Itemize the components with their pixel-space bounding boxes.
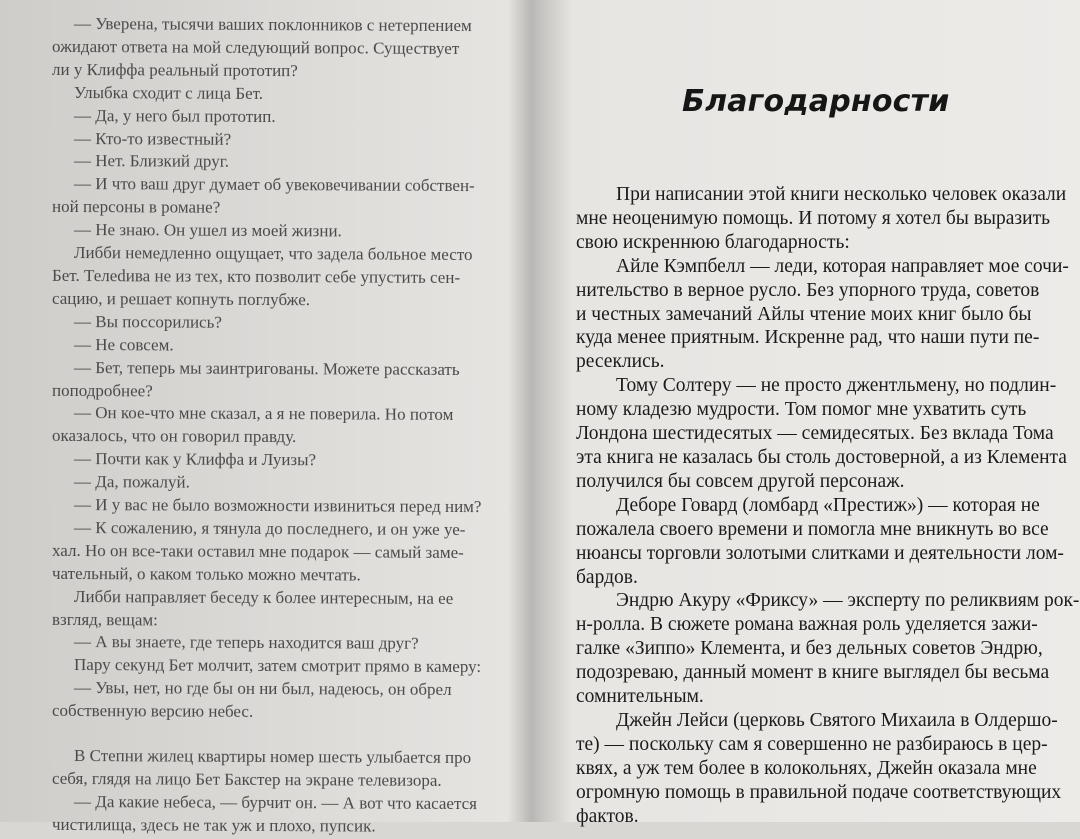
text-line: сацию, и решает копнуть поглубже. — [52, 288, 310, 310]
text-line: — Уверена, тысячи ваших поклонников с нетерпением — [74, 13, 472, 36]
text-line: свою искреннюю благодарность: — [576, 231, 850, 253]
text-line: — Он кое-что мне сказал, а я не поверила. Но потом — [74, 403, 454, 425]
text-line: — И у вас не было возможности извиниться перед ним? — [74, 495, 482, 517]
text-line: — А вы знаете, где теперь находится ваш друг? — [74, 632, 419, 654]
text-line: Тому Солтеру — не просто джентльмену, но подлин- — [616, 375, 1057, 397]
section-break — [52, 723, 472, 747]
text-line: квях, а уж тем более в колокольнях, Джейн оказала мне — [576, 757, 1037, 779]
text-line: нительство в верное русло. Без упорного труда, советов — [576, 279, 1040, 301]
text-line: ожидают ответа на мой следующий вопрос. Существует — [52, 36, 460, 58]
text-line: куда менее приятным. Искренне рад, что наши пути пе- — [576, 327, 1040, 349]
text-line: Улыбка сходит с лица Бет. — [74, 82, 264, 103]
text-line: В Степни жилец квартиры номер шесть улыбается про — [74, 746, 472, 768]
text-line: ной персоны в романе? — [52, 197, 221, 218]
text-line: мне неоценимую помощь. И потому я хотел бы выразить — [576, 207, 1050, 229]
text-line: Бет. Телеdива не из тех, кто позволит себе упустить сен- — [52, 265, 461, 287]
text-line: Либби немедленно ощущает, что задела больное место — [74, 243, 473, 265]
text-line: Деборе Говард (ломбард «Престиж») — которая не — [616, 494, 1040, 516]
text-line: н-ролла. В сюжете романа важная роль уделяется зажи- — [576, 614, 1038, 636]
text-line: эта книга не казалась бы столь достоверной, а из Клемента — [576, 446, 1067, 468]
text-line: поподробнее? — [52, 380, 153, 400]
text-line: При написании этой книги несколько человек оказали — [616, 184, 1067, 205]
text-line: хал. Но он все-таки оставил мне подарок — самый заме- — [52, 540, 464, 562]
text-line: — Кто-то известный? — [74, 128, 232, 149]
right-page-text — [576, 183, 1080, 828]
text-line: — Увы, нет, но где бы он ни был, надеюсь, он обрел — [74, 678, 452, 700]
text-line: Эндрю Акуру «Фриксу» — эксперту по реликвиям рок- — [616, 590, 1080, 612]
text-line: чательный, о каком только можно мечтать. — [52, 563, 361, 585]
text-line: галке «Зиппо» Клемента, и без дельных советов Эндрю, — [576, 638, 1043, 660]
text-line: — Да, у него был прототип. — [74, 105, 276, 126]
text-line: ресеклись. — [576, 351, 665, 373]
text-line: — Почти как у Клиффа и Луизы? — [74, 449, 317, 470]
text-line: собственную версию небес. — [52, 701, 254, 722]
text-line: получился бы совсем другой персонаж. — [576, 470, 905, 492]
text-line: взгляд, вещам: — [52, 609, 158, 630]
text-line: — Вы поссорились? — [74, 311, 222, 332]
text-line: Либби направляет беседу к более интересным, на ее — [74, 586, 454, 608]
text-line: ли у Клиффа реальный прототип? — [52, 59, 298, 80]
text-line: пожалела своего времени и помогла мне вникнуть во все — [576, 518, 1049, 540]
text-line: — И что ваш друг думает об увековечивании собствен- — [74, 174, 475, 196]
text-line: — Не знаю. Он ушел из моей жизни. — [74, 220, 342, 241]
text-line: Джейн Лейси (церковь Святого Михаила в Олдершо- — [616, 709, 1058, 731]
text-line: оказалось, что он говорил правду. — [52, 426, 297, 447]
text-line: — Да какие небеса, — бурчит он. — А вот что касается — [74, 791, 477, 814]
text-line: нюансы торговли золотыми слитками и деятельности лом- — [576, 542, 1064, 564]
text-line: бардов. — [576, 566, 638, 588]
text-line: себя, глядя на лицо Бет Бакстер на экране телевизора. — [52, 768, 442, 790]
text-line: фактов. — [576, 805, 639, 827]
text-line: Айле Кэмпбелл — леди, которая направляет мое сочи- — [616, 255, 1069, 277]
text-line: — К сожалению, я тянула до последнего, и он уже уе- — [74, 517, 466, 539]
text-line: Лондона шестидесятых — семидесятых. Без вклада Тома — [576, 423, 1054, 445]
text-line: — Да, пожалуй. — [74, 472, 190, 492]
text-line: сомнительным. — [576, 686, 704, 708]
left-page — [0, 0, 530, 836]
text-line: и честных замечаний Айлы чтение моих книг было бы — [576, 303, 1032, 325]
text-line: чистилища, здесь не так уж и плохо, пупсик. — [52, 814, 376, 836]
text-line: — Нет. Близкий друг. — [74, 151, 229, 172]
right-page — [540, 0, 1080, 827]
text-line: те) — поскольку сам я совершенно не разбираюсь в цер- — [576, 733, 1048, 755]
chapter-title: Благодарности — [682, 84, 950, 119]
text-line: — Бет, теперь мы заинтригованы. Можете рассказать — [74, 357, 460, 379]
text-line: огромную помощь в правильной подаче соответствующих — [576, 781, 1062, 803]
text-line: подозреваю, данный момент в книге выглядел бы весьма — [576, 662, 1050, 684]
text-line: — Не совсем. — [74, 334, 174, 355]
text-line: ному кладезю мудрости. Том помог мне ухватить суть — [576, 399, 1027, 421]
text-line: Пару секунд Бет молчит, затем смотрит прямо в камеру: — [74, 655, 482, 677]
left-page-text — [52, 13, 482, 839]
